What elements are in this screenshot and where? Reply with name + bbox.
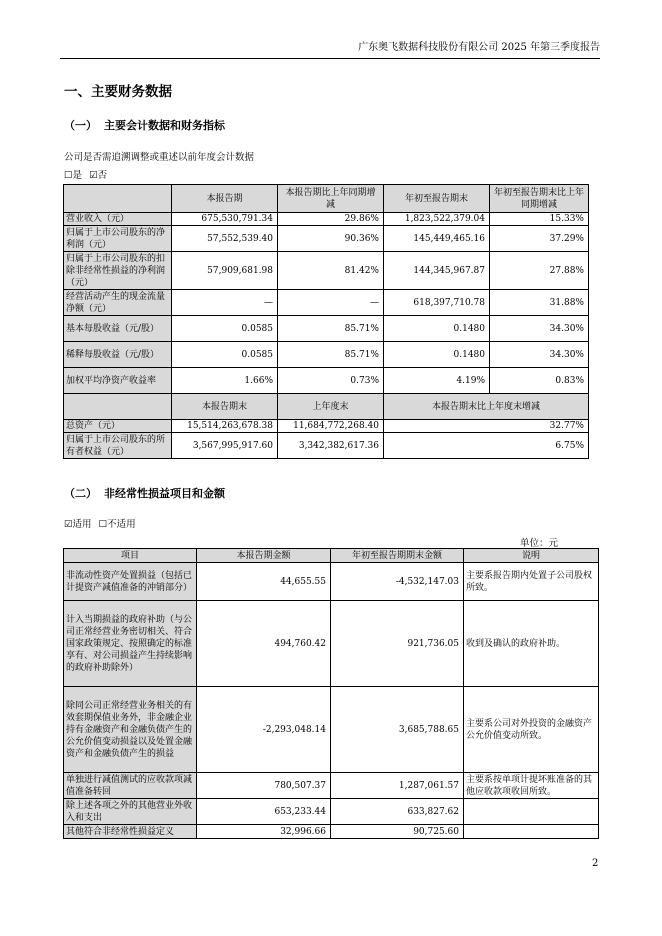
cell: 921,736.05 bbox=[331, 601, 464, 687]
cell: 1,823,522,379.04 bbox=[384, 213, 490, 226]
cell: 6.75% bbox=[384, 433, 589, 459]
row-label: 除上述各项之外的其他营业外收入和支出 bbox=[64, 799, 197, 825]
checkbox-no-label: 否 bbox=[97, 170, 108, 181]
cell: 0.0585 bbox=[172, 342, 278, 368]
checkbox-no[interactable]: ☑ bbox=[89, 170, 98, 181]
cell: 494,760.42 bbox=[197, 601, 331, 687]
cell: 653,233.44 bbox=[197, 799, 331, 825]
cell: 32.77% bbox=[384, 420, 589, 433]
table-row bbox=[64, 226, 589, 252]
unit-label: 单位：元 bbox=[520, 538, 559, 549]
cell: 4.19% bbox=[384, 368, 490, 394]
cell: 37.29% bbox=[490, 226, 589, 252]
financial-data-table bbox=[63, 184, 589, 459]
table-row bbox=[64, 687, 599, 773]
row-label: 单独进行减值测试的应收款项减值准备转回 bbox=[64, 773, 197, 799]
cell: 85.71% bbox=[278, 342, 384, 368]
cell: 31.88% bbox=[490, 290, 589, 316]
cell: 1,287,061.57 bbox=[331, 773, 464, 799]
non-recurring-items-table bbox=[63, 548, 599, 839]
restate-question: 公司是否需追溯调整或重述以前年度会计数据 bbox=[64, 152, 255, 163]
table-row bbox=[64, 601, 599, 687]
header-cell: 本报告期末 bbox=[172, 394, 278, 420]
row-label: 基本每股收益（元/股） bbox=[64, 316, 172, 342]
cell: 633,827.62 bbox=[331, 799, 464, 825]
header-cell: 本报告期比上年同期增减 bbox=[278, 185, 384, 213]
subsection-title-2 bbox=[64, 485, 225, 501]
table-row bbox=[64, 252, 589, 290]
page-number: 2 bbox=[592, 858, 599, 869]
cell: 57,552,539.40 bbox=[172, 226, 278, 252]
row-label: 其他符合非经常性损益定义 bbox=[64, 825, 197, 839]
checkbox-not-applicable[interactable]: ☐ bbox=[98, 519, 108, 530]
cell: 主要系公司对外投资的金融资产公允价值变动所致。 bbox=[464, 687, 599, 773]
subsection-label: 主要会计数据和财务指标 bbox=[104, 119, 225, 132]
header-cell: 本报告期末比上年度末增减 bbox=[384, 394, 589, 420]
subsection-number: （一） bbox=[64, 119, 97, 132]
header-cell: 年初至报告期末 bbox=[384, 185, 490, 213]
table-header-row-2 bbox=[64, 394, 589, 420]
header-cell: 年初至报告期末比上年同期增减 bbox=[490, 185, 589, 213]
cell: 675,530,791.34 bbox=[172, 213, 278, 226]
cell: 618,397,710.78 bbox=[384, 290, 490, 316]
cell: 780,507.37 bbox=[197, 773, 331, 799]
row-label: 归属于上市公司股东的净利润（元） bbox=[64, 226, 172, 252]
cell bbox=[464, 825, 599, 839]
cell: 85.71% bbox=[278, 316, 384, 342]
cell: 11,684,772,268.40 bbox=[278, 420, 384, 433]
cell bbox=[464, 799, 599, 825]
cell: 1.66% bbox=[172, 368, 278, 394]
restate-options bbox=[64, 167, 107, 181]
table-row bbox=[64, 342, 589, 368]
row-label: 归属于上市公司股东的扣除非经常性损益的净利润（元） bbox=[64, 252, 172, 290]
row-label: 营业收入（元） bbox=[64, 213, 172, 226]
cell: 0.73% bbox=[278, 368, 384, 394]
cell: 0.1480 bbox=[384, 316, 490, 342]
cell: 81.42% bbox=[278, 252, 384, 290]
cell: -4,532,147.03 bbox=[331, 563, 464, 601]
cell: 3,567,995,917.60 bbox=[172, 433, 278, 459]
header-cell: 本报告期金额 bbox=[197, 549, 331, 563]
row-label: 经营活动产生的现金流量净额（元） bbox=[64, 290, 172, 316]
page-header: 广东奥飞数据科技股份有限公司 2025 年第三季度报告 bbox=[60, 38, 600, 59]
cell: 57,909,681.98 bbox=[172, 252, 278, 290]
row-label: 加权平均净资产收益率 bbox=[64, 368, 172, 394]
checkbox-applicable[interactable]: ☑ bbox=[64, 519, 73, 530]
cell: 34.30% bbox=[490, 342, 589, 368]
cell: 32,996.66 bbox=[197, 825, 331, 839]
cell: 0.1480 bbox=[384, 342, 490, 368]
cell: 145,449,465.16 bbox=[384, 226, 490, 252]
cell: 0.0585 bbox=[172, 316, 278, 342]
row-label: 归属于上市公司股东的所有者权益（元） bbox=[64, 433, 172, 459]
cell: 90,725.60 bbox=[331, 825, 464, 839]
cell: — bbox=[172, 290, 278, 316]
row-label: 除同公司正常经营业务相关的有效套期保值业务外，非金融企业持有金融资产和金融负债产生的公允价值变动损益以及处置金融资产和金融负债产生的损益 bbox=[64, 687, 197, 773]
table-row bbox=[64, 799, 599, 825]
cell: 3,342,382,617.36 bbox=[278, 433, 384, 459]
header-cell bbox=[64, 394, 172, 420]
cell: 27.88% bbox=[490, 252, 589, 290]
row-label: 总资产（元） bbox=[64, 420, 172, 433]
applicable-options bbox=[64, 516, 136, 530]
header-cell bbox=[64, 185, 172, 213]
table-header-row bbox=[64, 185, 589, 213]
row-label: 稀释每股收益（元/股） bbox=[64, 342, 172, 368]
subsection-number: （二） bbox=[64, 487, 97, 500]
table-row bbox=[64, 316, 589, 342]
checkbox-applicable-label: 适用 bbox=[72, 519, 92, 530]
cell: 收到及确认的政府补助。 bbox=[464, 601, 599, 687]
table-row bbox=[64, 563, 599, 601]
subsection-title-1 bbox=[64, 117, 225, 133]
table-header-row bbox=[64, 549, 599, 563]
cell: 15.33% bbox=[490, 213, 589, 226]
row-label: 非流动性资产处置损益（包括已计提资产减值准备的冲销部分） bbox=[64, 563, 197, 601]
cell: 90.36% bbox=[278, 226, 384, 252]
header-cell: 年初至报告期期末金额 bbox=[331, 549, 464, 563]
checkbox-yes[interactable]: ☐ bbox=[64, 170, 73, 181]
cell: 0.83% bbox=[490, 368, 589, 394]
table-row bbox=[64, 420, 589, 433]
table-row bbox=[64, 368, 589, 394]
cell: 15,514,263,678.38 bbox=[172, 420, 278, 433]
header-cell: 项目 bbox=[64, 549, 197, 563]
cell: 主要系按单项计提坏账准备的其他应收款项收回所致。 bbox=[464, 773, 599, 799]
cell: 主要系报告期内处置子公司股权所致。 bbox=[464, 563, 599, 601]
cell: 3,685,788.65 bbox=[331, 687, 464, 773]
table-row bbox=[64, 290, 589, 316]
header-cell: 上年度末 bbox=[278, 394, 384, 420]
subsection-label: 非经常性损益项目和金额 bbox=[104, 487, 225, 500]
checkbox-yes-label: 是 bbox=[72, 170, 83, 181]
cell: 34.30% bbox=[490, 316, 589, 342]
cell: 29.86% bbox=[278, 213, 384, 226]
header-cell: 说明 bbox=[464, 549, 599, 563]
section-title: 一、主要财务数据 bbox=[64, 84, 172, 100]
header-cell: 本报告期 bbox=[172, 185, 278, 213]
cell: 144,345,967.87 bbox=[384, 252, 490, 290]
cell: — bbox=[278, 290, 384, 316]
table-row bbox=[64, 773, 599, 799]
cell: -2,293,048.14 bbox=[197, 687, 331, 773]
checkbox-not-applicable-label: 不适用 bbox=[107, 519, 136, 530]
table-row bbox=[64, 825, 599, 839]
cell: 44,655.55 bbox=[197, 563, 331, 601]
table-row bbox=[64, 213, 589, 226]
row-label: 计入当期损益的政府补助（与公司正常经营业务密切相关、符合国家政策规定、按照确定的标准享有、对公司损益产生持续影响的政府补助除外） bbox=[64, 601, 197, 687]
table-row bbox=[64, 433, 589, 459]
